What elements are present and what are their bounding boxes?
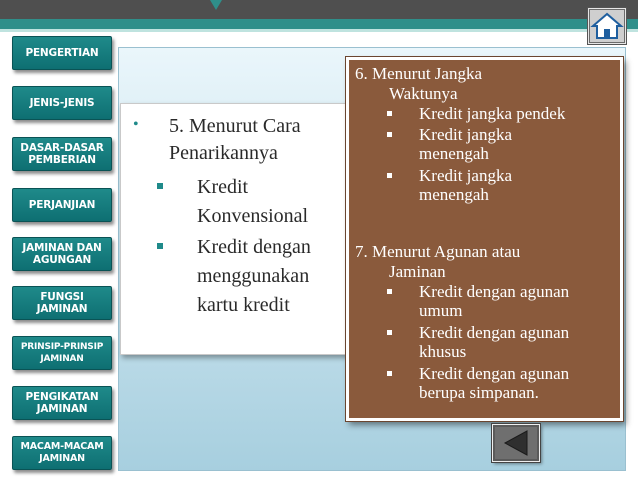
list-item: menengah (419, 185, 489, 204)
item-line: menggunakan (197, 265, 310, 287)
sidebar-item-pengertian[interactable] (12, 36, 112, 70)
list-item: Kredit jangka (419, 125, 512, 144)
home-button[interactable] (588, 8, 626, 44)
square-bullet-icon (157, 183, 163, 189)
left-text-box (120, 103, 360, 355)
square-bullet-icon (387, 173, 392, 178)
list-item: khusus (419, 342, 467, 361)
square-bullet-icon (387, 330, 392, 335)
item-line: Konvensional (197, 205, 309, 227)
sidebar-item-prinsip-prinsip-jaminan[interactable] (12, 336, 112, 370)
sidebar-item-pengikatan-jaminan[interactable] (12, 386, 112, 420)
section-heading: 7. Menurut Agunan atau (355, 242, 521, 261)
sidebar-item-label: PENGERTIAN (25, 47, 99, 59)
square-bullet-icon (157, 243, 163, 249)
sidebar-item-label: PRINSIP-PRINSIP JAMINAN (20, 342, 104, 364)
square-bullet-icon (387, 289, 392, 294)
list-item: menengah (419, 144, 489, 163)
item-line: Kredit dengan (197, 236, 311, 258)
sidebar-item-label: PENGIKATAN JAMINAN (25, 391, 99, 415)
heading-line: 5. Menurut Cara (169, 115, 301, 137)
bullet-dot: • (133, 116, 139, 133)
back-button[interactable] (492, 424, 540, 462)
sidebar-item-jenis-jenis[interactable] (12, 86, 112, 120)
sidebar-item-fungsi-jaminan[interactable] (12, 286, 112, 320)
section-heading: 6. Menurut Jangka (355, 64, 483, 83)
section-heading: Waktunya (389, 84, 458, 103)
list-item: berupa simpanan. (419, 383, 539, 402)
sidebar-item-macam-macam-jaminan[interactable] (12, 436, 112, 470)
item-line: Kredit (197, 176, 249, 198)
sidebar-item-jaminan-dan-agungan[interactable] (12, 237, 112, 271)
list-item: Kredit jangka pendek (419, 104, 566, 123)
sidebar-item-label: MACAM-MACAM JAMINAN (20, 441, 104, 464)
list-item: Kredit dengan agunan (419, 364, 570, 383)
list-item: Kredit dengan agunan (419, 323, 570, 342)
sidebar-item-dasar-dasar-pemberian[interactable] (12, 137, 112, 171)
sidebar-item-label: JAMINAN DAN AGUNGAN (22, 242, 102, 266)
heading-line: Penarikannya (169, 142, 278, 164)
sidebar-item-label: FUNGSI JAMINAN (36, 291, 88, 315)
list-item: Kredit dengan agunan (419, 282, 570, 301)
top-bar (0, 0, 638, 19)
home-icon (589, 9, 625, 43)
section-heading: Jaminan (389, 262, 446, 281)
sidebar-item-label: DASAR-DASAR PEMBERIAN (20, 142, 104, 166)
sidebar-item-perjanjian[interactable] (12, 188, 112, 222)
list-item: Kredit jangka (419, 166, 512, 185)
item-line: kartu kredit (197, 294, 290, 316)
square-bullet-icon (387, 371, 392, 376)
top-notch (210, 0, 222, 10)
square-bullet-icon (387, 111, 392, 116)
top-stripe (0, 19, 638, 29)
right-brown-box (346, 57, 623, 421)
square-bullet-icon (387, 132, 392, 137)
list-item: umum (419, 301, 463, 320)
sidebar-item-label: PERJANJIAN (28, 199, 96, 211)
top-stripe-light (0, 29, 638, 32)
back-arrow-icon (493, 425, 539, 461)
sidebar-item-label: JENIS-JENIS (29, 97, 95, 109)
